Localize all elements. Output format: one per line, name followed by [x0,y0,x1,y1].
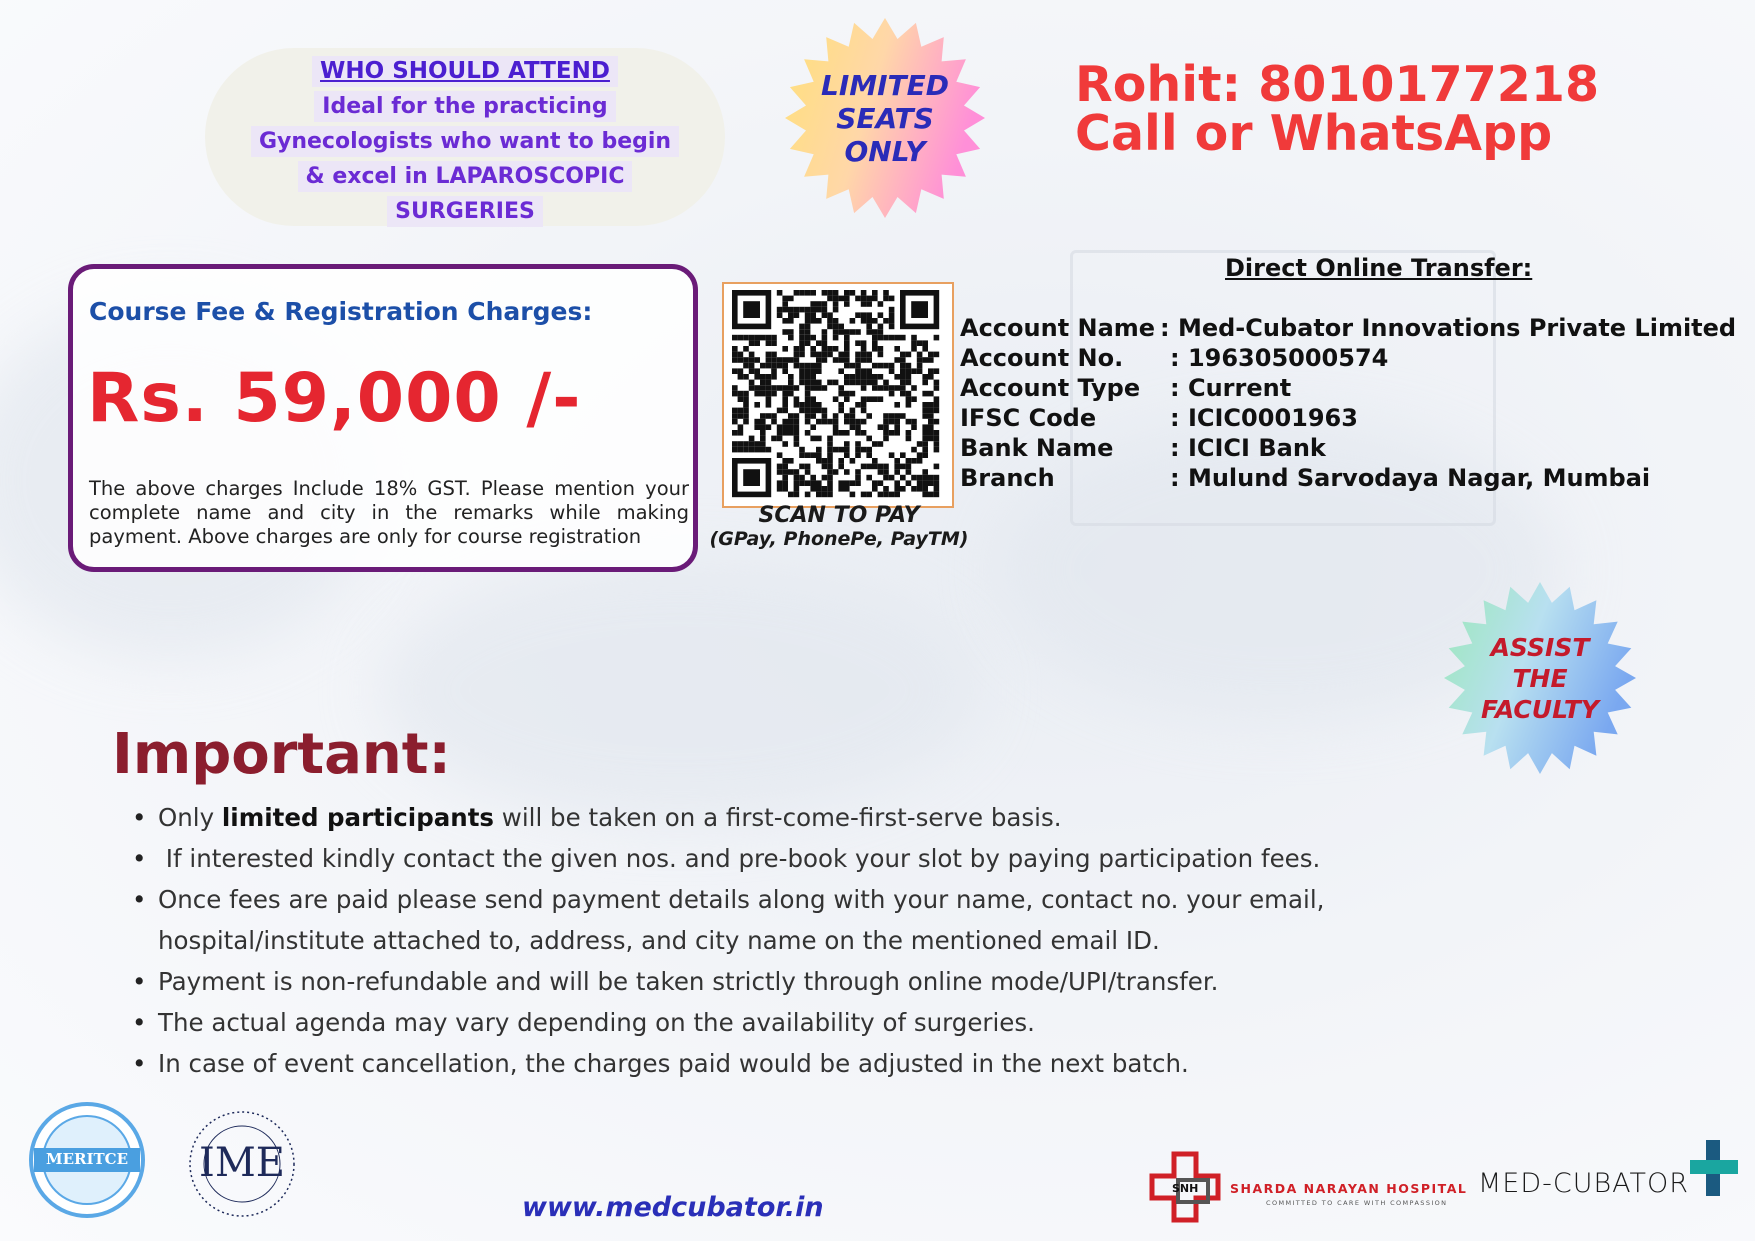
medcubator-plus-icon [1690,1140,1738,1200]
who-should-attend-panel [205,48,725,226]
list-item [158,1002,1608,1043]
bank-label: Branch [960,464,1055,492]
bullet-text: Payment is non-refundable and will be taken strictly through online mode/UPI/transfer. [158,967,1219,996]
list-item [158,1043,1608,1084]
snh-logo [1148,1150,1226,1228]
contact-method: Call or WhatsApp [1075,105,1553,162]
bullet-text: The actual agenda may vary depending on the availability of surgeries. [158,1008,1035,1037]
bank-transfer-title: Direct Online Transfer: [1225,254,1533,282]
assist-line: THE [1512,663,1568,693]
bullet-text: In case of event cancellation, the charges paid would be adjusted in the next batch. [158,1049,1189,1078]
payment-apps-text: (GPay, PhonePe, PayTM) [709,528,969,550]
bank-row-account-no [960,343,1736,373]
snh-name: SHARDA NARAYAN HOSPITAL [1230,1181,1468,1196]
bank-label: Account No. [960,344,1124,372]
bullet-text: If interested kindly contact the given nos. and pre-book your slot by paying participation fees. [158,844,1321,873]
limited-seats-line: ONLY [844,134,926,168]
scan-to-pay-label [700,503,978,550]
list-item [158,838,1608,879]
bg-shape [380,560,980,820]
payment-qr-code[interactable] [722,282,954,508]
bullet-text: will be taken on a first-come-first-serve basis. [494,803,1062,832]
limited-seats-badge [770,18,1000,218]
bank-row-branch [960,463,1736,493]
qr-code-icon [724,284,952,506]
bank-label: IFSC Code [960,404,1097,432]
who-line: Ideal for the practicing [314,91,615,122]
bank-row-account-name [960,313,1736,343]
meritce-logo [28,1100,146,1220]
snh-tagline: COMMITTED TO CARE WITH COMPASSION [1266,1199,1448,1207]
assist-line: ASSIST [1490,632,1590,662]
course-fee-title: Course Fee & Registration Charges: [89,297,593,326]
who-should-attend-title: WHO SHOULD ATTEND [312,56,618,87]
important-list [158,797,1608,1084]
medcubator-logo-text: MED-CUBATOR [1478,1168,1690,1199]
bank-value: : 196305000574 [1170,344,1389,372]
bullet-emphasis: limited participants [221,803,495,832]
bank-row-bank-name [960,433,1736,463]
course-fee-box [68,264,698,572]
bank-details [960,313,1736,493]
bank-value: : Current [1170,374,1292,402]
who-line: SURGERIES [387,196,543,227]
list-item [158,879,1498,961]
list-item [158,961,1608,1002]
bank-value: : ICICI Bank [1170,434,1326,462]
who-line: & excel in LAPAROSCOPIC [298,161,633,192]
who-line: Gynecologists who want to begin [251,126,679,157]
ime-text: IME [199,1140,285,1186]
bullet-text: Once fees are paid please send payment details along with your name, contact no. your email, hospital/institute attached to, address, and city name on the mentioned email ID. [158,885,1325,955]
bank-value: : Mulund Sarvodaya Nagar, Mumbai [1170,464,1651,492]
course-fee-note: The above charges Include 18% GST. Please mention your complete name and city in the remarks while making payment. Above charges are only for course registration [89,477,689,548]
list-item [158,797,1608,838]
bank-label: Bank Name [960,434,1114,462]
snh-abbr: SNH [1172,1182,1199,1195]
important-title: Important: [112,722,451,787]
bank-value: : ICIC0001963 [1170,404,1358,432]
bank-value: : Med-Cubator Innovations Private Limited [1160,314,1737,342]
bullet-text: Only [158,803,222,832]
assist-faculty-badge [1430,578,1650,778]
ime-logo [186,1108,298,1220]
contact-phone[interactable]: Rohit: 8010177218 [1075,56,1600,113]
scan-to-pay-text: SCAN TO PAY [758,503,920,528]
bank-row-account-type [960,373,1736,403]
bank-label: Account Type [960,374,1141,402]
bank-row-ifsc [960,403,1736,433]
limited-seats-line: SEATS [836,101,934,135]
meritce-text: MERITCE [45,1150,129,1168]
website-link[interactable]: www.medcubator.in [522,1192,824,1223]
course-fee-amount: Rs. 59,000 /- [87,359,582,438]
contact-block [1075,56,1600,162]
limited-seats-line: LIMITED [820,68,949,102]
assist-line: FACULTY [1480,694,1600,724]
bank-label: Account Name [960,314,1156,342]
